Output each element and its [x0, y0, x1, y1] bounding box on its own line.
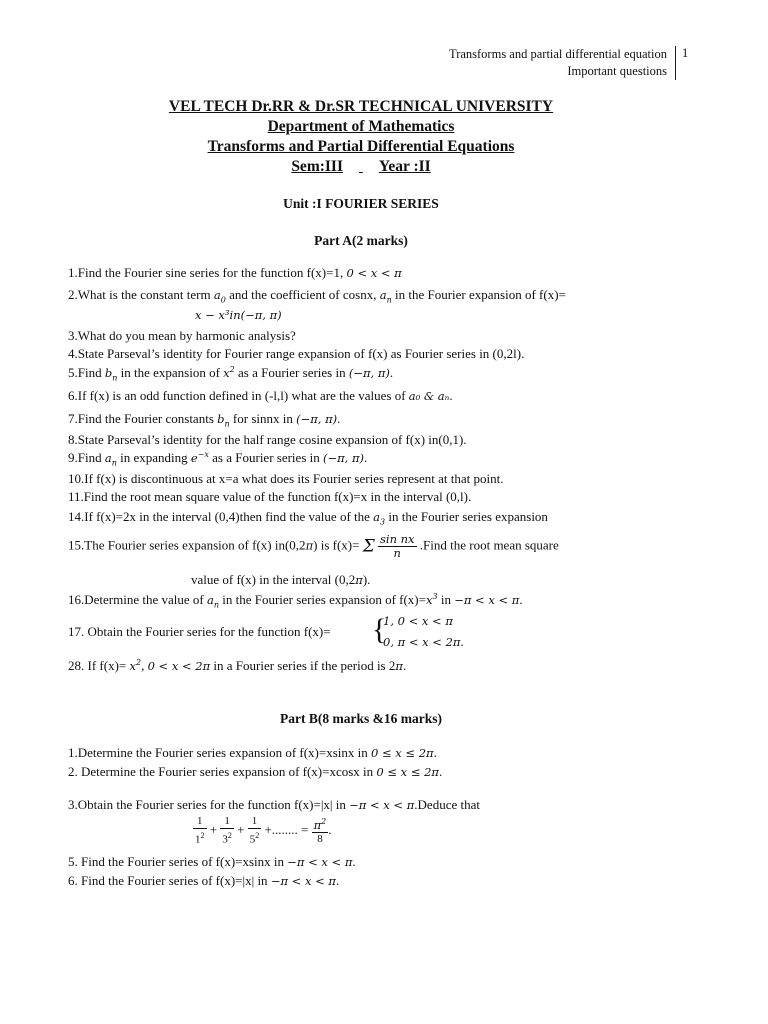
part-a-q7: 7.Find the Fourier constants $b_n$ for sinnx in (−π, π). [68, 411, 341, 429]
part-a-q14: 14.If f(x)=2x in the interval (0,4)then find the value of the $a_3$ in the Fourier series expansion [68, 509, 548, 527]
subject-title: Transforms and Partial Differential Equations [207, 138, 515, 155]
running-header [449, 46, 676, 80]
part-a-q10: 10.If f(x) is discontinuous at x=a what does its Fourier series represent at that point. [68, 471, 504, 486]
part-b-q3-series: $\frac{1}{1^2}$ + $\frac{1}{3^2}$ + $\frac{1}{5^2}$ +........ = $\frac{\pi^2}{8}$ . [195, 815, 332, 846]
part-a-q2-function: x − x³in(−π, π) [195, 308, 282, 322]
part-a-q2: 2.What is the constant term $a_0$ and the coefficient of cosnx, $a_n$ in the Fourier expansion of f(x)= [68, 287, 566, 305]
part-a-q4: 4.State Parseval’s identity for Fourier range expansion of f(x) as Fourier series in (0,2l). [68, 346, 525, 361]
header-line-2: Important questions [567, 64, 667, 78]
part-a-q15: 15.The Fourier series expansion of f(x) in(0,2π) is f(x)= Σ $\frac{\text{sin nx}}{n}$ .Find the root mean square [68, 532, 559, 560]
part-a-q8: 8.State Parseval’s identity for the half range cosine expansion of f(x) in(0,1). [68, 432, 467, 447]
part-a-q28: 28. If $f(x)= x^2$, 0 < x < 2π in a Fourier series if the period is 2π. [68, 658, 407, 673]
part-a-q9: 9.Find $a_n$ in expanding $e^{-x}$ as a Fourier series in (−π, π). [68, 450, 368, 468]
page-number: 1 [682, 46, 689, 60]
part-a-q16: 16.Determine the value of $a_n$ in the Fourier series expansion of $f(x)=x^3$ in −π < x < π. [68, 592, 523, 610]
part-b-q6: 6. Find the Fourier series of f(x)=|x| in −π < x < π. [68, 873, 340, 888]
piecewise-case-2: 0, π < x < 2π. [383, 634, 464, 649]
part-a-q17: 17. Obtain the Fourier series for the function f(x)= [68, 624, 331, 639]
piecewise-brace: { [372, 613, 387, 646]
part-b-q2: 2. Determine the Fourier series expansion of f(x)=xcosx in 0 ≤ x ≤ 2π. [68, 764, 443, 779]
university-title: VEL TECH Dr.RR & Dr.SR TECHNICAL UNIVERSITY [168, 98, 554, 115]
part-a-q1: 1.Find the Fourier sine series for the function f(x)=1, 0 < x < π [68, 265, 402, 280]
department-title: Department of Mathematics [267, 118, 455, 135]
header-line-1: Transforms and partial differential equation [449, 47, 667, 61]
part-a-q3: 3.What do you mean by harmonic analysis? [68, 328, 296, 343]
part-b-q5: 5. Find the Fourier series of f(x)=xsinx in −π < x < π. [68, 854, 356, 869]
sem-year-line [0, 157, 722, 177]
part-a-q11: 11.Find the root mean square value of the function f(x)=x in the interval (0,l). [68, 489, 472, 504]
part-b-q3: 3.Obtain the Fourier series for the function f(x)=|x| in −π < x < π.Deduce that [68, 797, 480, 812]
part-b-heading: Part B(8 marks &16 marks) [280, 711, 442, 726]
title-block [0, 97, 722, 177]
part-b-q1: 1.Determine the Fourier series expansion of f(x)=xsinx in 0 ≤ x ≤ 2π. [68, 745, 437, 760]
year-label: Year :II [378, 158, 431, 175]
part-a-q15-cont: value of f(x) in the interval (0,2π). [191, 572, 371, 587]
sem-label: Sem:III [291, 158, 343, 175]
part-a-heading: Part A(2 marks) [314, 233, 408, 248]
part-a-q5: 5.Find $b_n$ in the expansion of $x^2$ as a Fourier series in (−π, π). [68, 365, 394, 383]
piecewise-case-1: 1, 0 < x < π [383, 614, 453, 628]
part-a-q6: 6.If f(x) is an odd function defined in (-l,l) what are the values of a₀ & aₙ. [68, 388, 453, 403]
unit-heading: Unit :I FOURIER SERIES [283, 196, 439, 211]
